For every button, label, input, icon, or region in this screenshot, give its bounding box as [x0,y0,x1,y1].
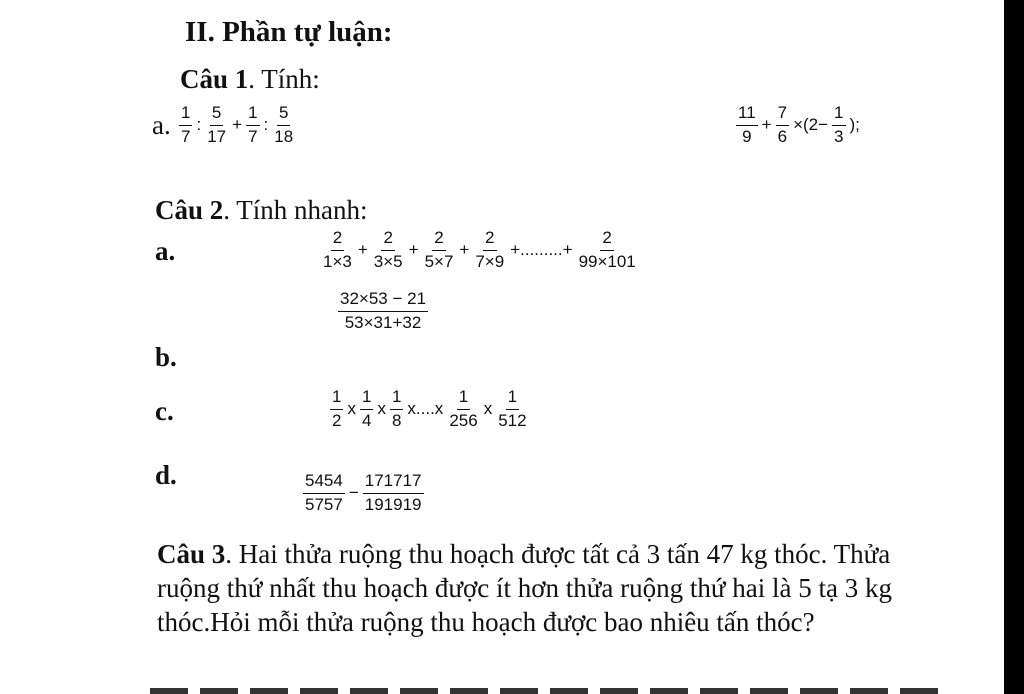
denominator: 17 [207,126,227,146]
denominator: 4 [361,410,372,430]
denominator: 2 [332,410,342,430]
q2-expression-d [300,472,427,514]
question-2-title: . Tính nhanh: [223,195,368,225]
fraction [447,388,479,430]
denominator: 99×101 [578,251,636,271]
denominator: 1×3 [323,251,352,271]
denominator: 9 [742,126,752,146]
fraction [496,388,528,430]
numerator: 2 [331,229,344,251]
numerator: 2 [600,229,613,251]
numerator: 2 [381,229,394,251]
q2-expression-b [335,290,431,332]
fraction [363,472,424,514]
operator: + [761,115,772,135]
question-2-heading [155,195,368,226]
numerator: 1 [330,388,343,410]
question-2-label: Câu 2 [155,195,224,225]
denominator: 7×9 [475,251,505,271]
fraction [832,104,845,146]
numerator: 11 [736,104,758,126]
question-1-heading [180,64,320,95]
numerator: 2 [483,229,496,251]
operator: x [483,399,493,419]
operator: +.........+ [510,240,573,260]
operator: + [232,115,243,135]
fraction [272,104,295,146]
fraction [736,104,758,146]
numerator: 7 [776,104,789,126]
operator: x [377,399,386,419]
question-3-label: Câu 3 [157,539,226,569]
fraction [423,229,456,271]
operator: + [357,240,368,260]
q2-part-a-label: a. [155,236,176,266]
numerator: 5 [277,104,290,126]
q2-expression-c [327,388,532,430]
denominator: 18 [274,126,294,146]
operator: x....x [407,399,444,419]
fraction [338,290,428,332]
operator: : [196,115,202,135]
fraction [473,229,506,271]
fraction [776,104,789,146]
numerator: 2 [432,229,445,251]
fraction [303,472,345,514]
denominator: 53×31+32 [344,312,422,332]
denominator: 7 [248,126,258,146]
question-1-title: . Tính: [248,64,320,94]
denominator: 5757 [305,494,343,514]
operator: x [347,399,356,419]
operator: ×(2− [793,115,829,135]
fraction [360,388,373,430]
denominator: 5×7 [424,251,454,271]
numerator: 5 [210,104,223,126]
cut-off-next-line [150,682,970,694]
numerator: 1 [360,388,373,410]
q1-expression-b [733,104,861,146]
fraction [205,104,228,146]
denominator: 8 [391,410,402,430]
q1-part-a-label: a. [152,110,171,140]
numerator: 1 [457,388,470,410]
question-3-paragraph [157,537,957,639]
operator: − [348,483,359,503]
fraction [577,229,638,271]
denominator: 512 [498,410,527,430]
q2-part-c-label: c. [155,396,174,426]
denominator: 3×5 [373,251,403,271]
numerator: 1 [179,104,192,126]
question-3-text: . Hai thửa ruộng thu hoạch được tất cả 3 tấn 47 kg thóc. Thửa ruộng thứ nhất thu hoạch được ít hơn thửa ruộng thứ hai là 5 tạ 3 kg thóc.Hỏi mỗi thửa ruộng thu hoạch được bao nhiêu tấn thóc? [157,539,892,637]
section-title: II. Phần tự luận: [185,16,393,48]
denominator: 3 [834,126,844,146]
q2-part-b-label: b. [155,342,177,372]
numerator: 1 [246,104,259,126]
q2-part-d-label: d. [155,460,177,490]
operator: : [263,115,269,135]
fraction [179,104,192,146]
operator: + [408,240,419,260]
denominator: 6 [777,126,788,146]
numerator: 1 [390,388,403,410]
numerator: 171717 [363,472,424,494]
q1-expression-a [176,104,298,146]
fraction [372,229,405,271]
operator: + [459,240,470,260]
question-1-label: Câu 1 [180,64,249,94]
operator: ); [849,115,860,135]
denominator: 256 [449,410,478,430]
fraction [246,104,259,146]
fraction [321,229,354,271]
fraction [330,388,343,430]
numerator: 1 [832,104,845,126]
fraction [390,388,403,430]
denominator: 191919 [364,494,422,514]
denominator: 7 [181,126,191,146]
numerator: 1 [506,388,519,410]
numerator: 32×53 − 21 [338,290,428,312]
q2-expression-a [318,229,641,271]
numerator: 5454 [303,472,345,494]
